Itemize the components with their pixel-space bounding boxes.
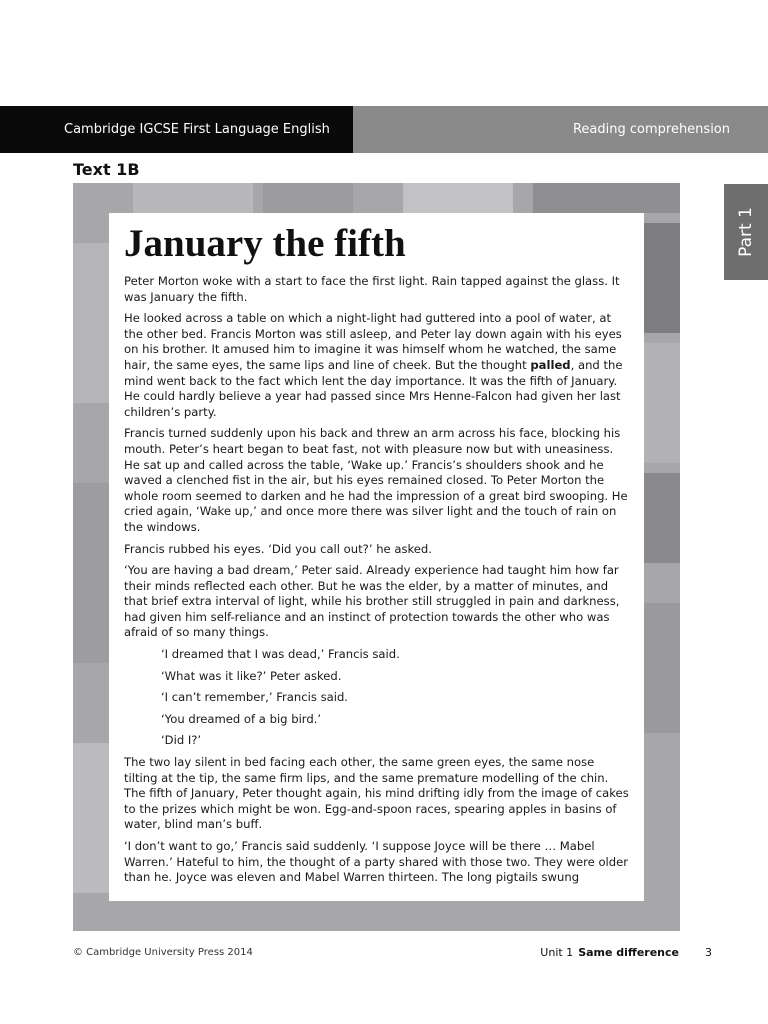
part-tab <box>724 184 768 280</box>
unit-title: Same difference <box>578 946 679 959</box>
facet-shape <box>73 743 109 893</box>
facet-shape <box>644 343 680 463</box>
facet-shape <box>133 183 253 213</box>
facet-shape <box>644 223 680 333</box>
page-header <box>0 106 768 153</box>
paragraph-text: , and the mind went back to the fact which lent the day importance. It was the fifth of January. He could hardly believe a year had passed since Mrs Henne-Falcon had given her last children’s party. <box>124 357 623 419</box>
text-label: Text 1B <box>73 160 140 179</box>
paragraph: Peter Morton woke with a start to face the first light. Rain tapped against the glass. It was January the fifth. <box>124 274 620 304</box>
glossary-word: palled <box>530 357 571 372</box>
article-card <box>109 213 644 901</box>
page-footer <box>540 946 712 959</box>
article-body <box>124 274 629 886</box>
facet-shape <box>644 603 680 733</box>
facet-shape <box>73 243 109 403</box>
facet-shape <box>73 483 109 663</box>
part-tab-label: Part 1 <box>736 207 756 257</box>
dialogue-line: ‘Did I?’ <box>161 733 202 748</box>
facet-shape <box>533 183 680 213</box>
paragraph: Francis turned suddenly upon his back and threw an arm across his face, blocking his mouth. Peter’s heart began to beat fast, not with pleasure now but with uneasiness. He sat up and called across the table, ‘Wake up.’ Francis’s shoulders shook and he waved a clenched fist in the air, but his eyes remained closed. To Peter Morton the whole room seemed to darken and he had the impression of a great bird swooping. He cried again, ‘Wake up,’ and once more there was silver light and the touch of rain on the windows. <box>124 426 628 534</box>
page-number: 3 <box>705 946 712 959</box>
copyright: © Cambridge University Press 2014 <box>73 947 253 958</box>
facet-shape <box>644 473 680 563</box>
paragraph <box>124 311 629 420</box>
paragraph: The two lay silent in bed facing each other, the same green eyes, the same nose tilting at the tip, the same firm lips, and the same premature modelling of the chin. The fifth of January, Peter thought again, his mind drifting idly from the image of cakes to the prizes which might be won. Egg-and-spoon races, spearing apples in basins of water, blind man’s buff. <box>124 755 629 832</box>
paragraph: ‘I don’t want to go,’ Francis said suddenly. ‘I suppose Joyce will be there … Mabel Warren.’ Hateful to him, the thought of a party shared with those two. They were older than he. Joyce was eleven and Mabel Warren thirteen. The long pigtails swung <box>124 839 629 885</box>
facet-shape <box>263 183 353 213</box>
paragraph: Francis rubbed his eyes. ‘Did you call out?’ he asked. <box>124 541 432 556</box>
article-title: January the fifth <box>124 222 406 265</box>
paragraph: ‘You are having a bad dream,’ Peter said. Already experience had taught him how far their minds reflected each other. But he was the elder, by a matter of minutes, and that brief extra interval of light, while his brother still struggled in pain and darkness, had given him self-reliance and an instinct of protection towards the other who was afraid of so many things. <box>124 563 620 640</box>
dialogue-line: ‘I dreamed that I was dead,’ Francis said. <box>161 647 400 662</box>
facet-shape <box>403 183 513 213</box>
paragraph-text: He looked across a table on which a night-light had guttered into a pool of water, at the other bed. Francis Morton was still asleep, and Peter lay down again with his eyes on his brother. It amused him to imagine it was himself whom he watched, the same hair, the same eyes, the same lips and line of cheek. But the thought <box>124 311 622 372</box>
dialogue-line: ‘You dreamed of a big bird.’ <box>161 711 322 726</box>
book-title: Cambridge IGCSE First Language English <box>0 106 353 153</box>
dialogue-line: ‘I can’t remember,’ Francis said. <box>161 690 348 705</box>
unit-label: Unit 1 <box>540 946 574 959</box>
dialogue-line: ‘What was it like?’ Peter asked. <box>161 668 342 683</box>
section-title: Reading comprehension <box>353 106 768 153</box>
